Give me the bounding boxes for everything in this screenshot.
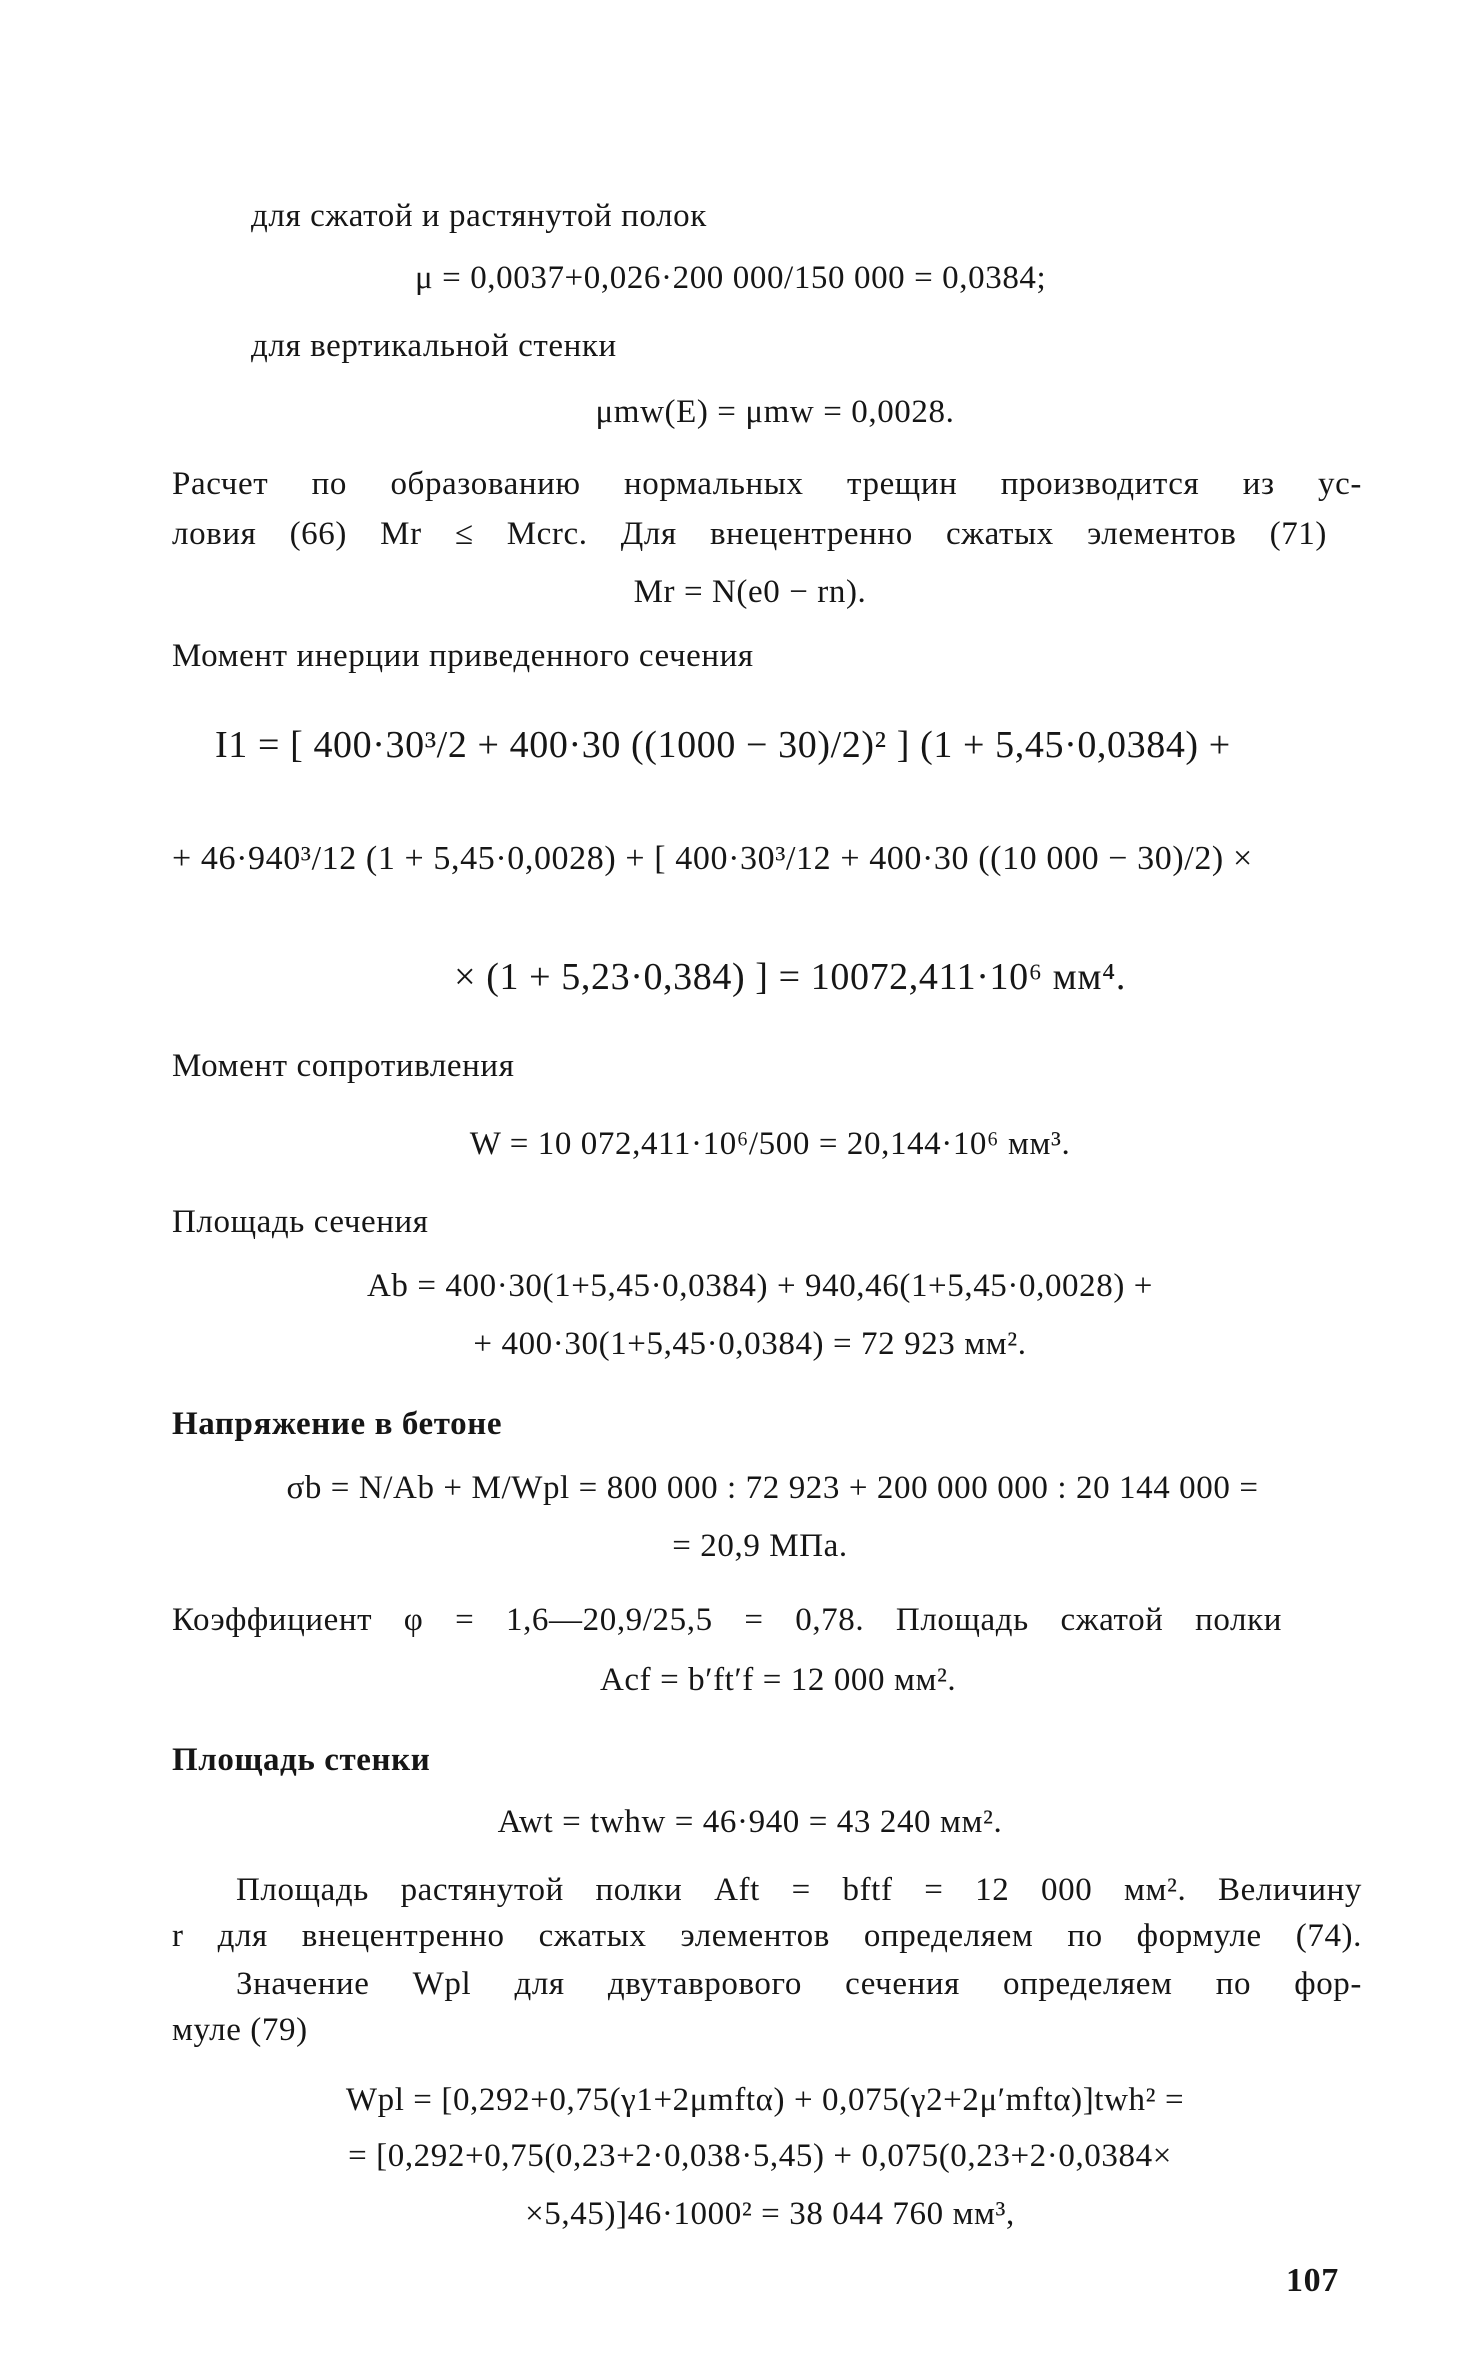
formula-acf: Acf = b′ft′f = 12 000 мм².: [600, 1662, 957, 1698]
formula-mr: Mr = N(e0 − rn).: [633, 574, 867, 610]
formula-awt: Awt = twhw = 46·940 = 43 240 мм².: [497, 1804, 1003, 1840]
formula-area-line1: Ab = 400·30(1+5,45·0,0384) + 940,46(1+5,45·0,0028) +: [366, 1268, 1153, 1304]
page-number: 107: [1286, 2262, 1339, 2299]
formula-w: W = 10 072,411·10⁶/500 = 20,144·10⁶ мм³.: [469, 1126, 1071, 1162]
formula-inertia-line3: × (1 + 5,23·0,384) ] = 10072,411·10⁶ мм⁴.: [454, 956, 1126, 998]
formula-area-line2: + 400·30(1+5,45·0,0384) = 72 923 мм².: [473, 1326, 1027, 1362]
paragraph-line: ловия (66) Mr ≤ Mcrc. Для внецентренно сжатых элементов (71): [172, 516, 1327, 552]
text-line: для вертикальной стенки: [251, 328, 617, 364]
paragraph-line: Расчет по образованию нормальных трещин производится из ус-: [172, 466, 1362, 502]
formula-wpl-line1: Wpl = [0,292+0,75(γ1+2μmftα) + 0,075(γ2+2μ′mftα)]twh² =: [345, 2082, 1185, 2118]
paragraph-line: муле (79): [172, 2012, 308, 2048]
text-line: Момент сопротивления: [172, 1048, 515, 1084]
formula-wpl-line3: ×5,45)]46·1000² = 38 044 760 мм³,: [525, 2196, 1015, 2232]
formula-inertia-line2: + 46·940³/12 (1 + 5,45·0,0028) + [ 400·30³/12 + 400·30 ((10 000 − 30)/2) ×: [172, 840, 1253, 877]
formula-mu-web: μmw(E) = μmw = 0,0028.: [595, 394, 955, 430]
formula-sigma-line1: σb = N/Ab + M/Wpl = 800 000 : 72 923 + 200 000 000 : 20 144 000 =: [286, 1470, 1259, 1506]
text-line: Площадь стенки: [172, 1742, 431, 1778]
formula-sigma-line2: = 20,9 МПа.: [672, 1528, 848, 1564]
text-line: для сжатой и растянутой полок: [251, 198, 707, 234]
paragraph-line: Коэффициент φ = 1,6—20,9/25,5 = 0,78. Площадь сжатой полки: [172, 1602, 1282, 1638]
formula-mu-flanges: μ = 0,0037+0,026·200 000/150 000 = 0,0384;: [415, 260, 1047, 296]
paragraph-line: r для внецентренно сжатых элементов определяем по формуле (74).: [172, 1918, 1362, 1954]
formula-inertia-line1: I1 = [ 400·30³/2 + 400·30 ((1000 − 30)/2)² ] (1 + 5,45·0,0384) +: [215, 724, 1231, 766]
text-line: Момент инерции приведенного сечения: [172, 638, 754, 674]
formula-wpl-line2: = [0,292+0,75(0,23+2·0,038·5,45) + 0,075(0,23+2·0,0384×: [348, 2138, 1172, 2174]
text-line: Напряжение в бетоне: [172, 1406, 503, 1442]
paragraph-line: Значение Wpl для двутаврового сечения определяем по фор-: [236, 1966, 1362, 2002]
text-line: Площадь сечения: [172, 1204, 429, 1240]
paragraph-line: Площадь растянутой полки Aft = bftf = 12 000 мм². Величину: [236, 1872, 1362, 1908]
